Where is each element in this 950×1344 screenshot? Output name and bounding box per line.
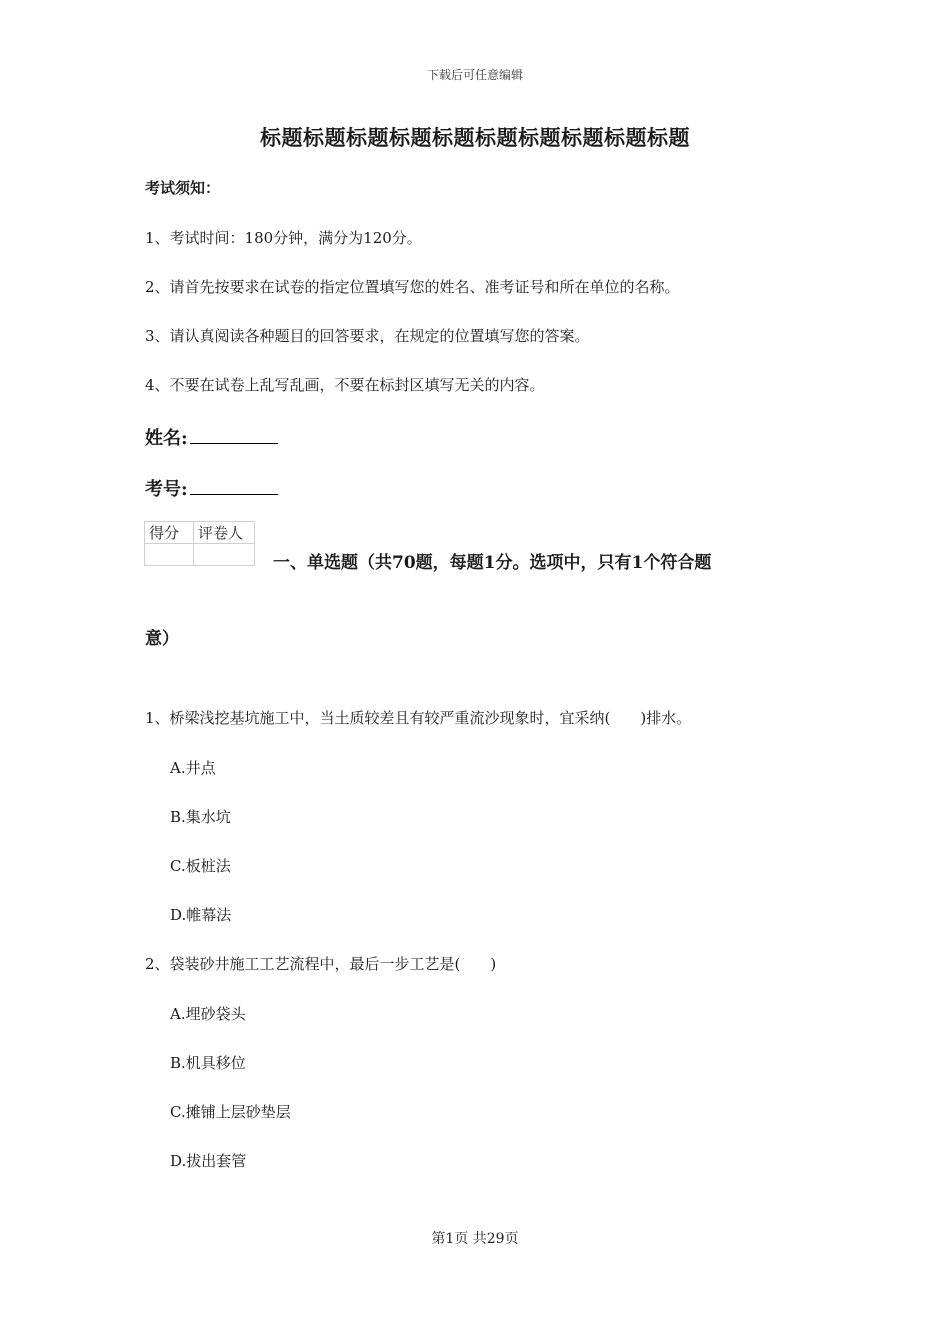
name-label: 姓名:	[145, 428, 188, 449]
answer-option[interactable]: A.井点	[170, 759, 216, 777]
score-table	[144, 521, 255, 566]
question-text: 2、袋装砂井施工工艺流程中，最后一步工艺是( )	[145, 955, 497, 973]
exam-id-field	[145, 475, 278, 501]
name-field	[145, 424, 278, 450]
section-title-continued: 意）	[145, 629, 179, 649]
answer-option[interactable]: A.埋砂袋头	[170, 1005, 246, 1023]
instruction-item: 4、不要在试卷上乱写乱画，不要在标封区填写无关的内容。	[145, 376, 545, 394]
grader-header: 评卷人	[194, 522, 255, 544]
answer-option[interactable]: C.摊铺上层砂垫层	[170, 1103, 291, 1121]
answer-option[interactable]: C.板桩法	[170, 857, 231, 875]
instruction-item: 2、请首先按要求在试卷的指定位置填写您的姓名、准考证号和所在单位的名称。	[145, 278, 680, 296]
exam-id-label: 考号:	[145, 479, 188, 500]
exam-id-blank[interactable]	[190, 476, 278, 495]
question-text: 1、桥梁浅挖基坑施工中，当土质较差且有较严重流沙现象时，宜采纳( )排水。	[145, 709, 692, 727]
section-title: 一、单选题（共70题，每题1分。选项中，只有1个符合题	[273, 553, 712, 573]
notice-heading: 考试须知：	[145, 179, 221, 197]
header-note: 下载后可任意编辑	[426, 68, 523, 82]
answer-option[interactable]: B.机具移位	[170, 1054, 246, 1072]
name-blank[interactable]	[190, 425, 278, 444]
instruction-item: 1、考试时间：180分钟，满分为120分。	[145, 229, 422, 247]
answer-option[interactable]: B.集水坑	[170, 808, 231, 826]
grader-cell[interactable]	[194, 544, 255, 566]
page-footer: 第1页 共29页	[431, 1231, 519, 1247]
score-header: 得分	[145, 522, 194, 544]
answer-option[interactable]: D.拔出套管	[170, 1152, 247, 1170]
score-cell[interactable]	[145, 544, 194, 566]
answer-option[interactable]: D.帷幕法	[170, 906, 232, 924]
instruction-item: 3、请认真阅读各种题目的回答要求，在规定的位置填写您的答案。	[145, 327, 590, 345]
page-title: 标题标题标题标题标题标题标题标题标题标题	[260, 125, 690, 150]
